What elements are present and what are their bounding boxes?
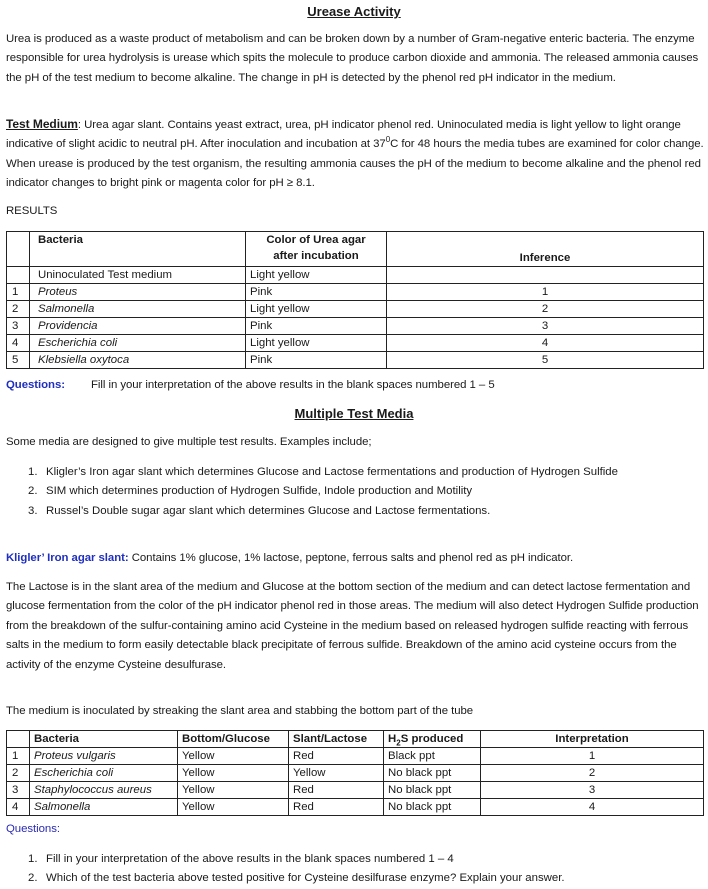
header-slant-lactose: Slant/Lactose — [289, 731, 384, 748]
row-num: 2 — [7, 765, 30, 782]
table-row — [7, 267, 704, 284]
kligler-questions-label: Questions: — [6, 823, 60, 835]
multiple-intro: Some media are designed to give multiple test results. Examples include; — [6, 436, 372, 448]
row-color: Light yellow — [246, 301, 387, 318]
table-header-row — [7, 731, 704, 748]
kligler-description: The Lactose is in the slant area of the medium and Glucose at the bottom section of the medium and can detect lactose fermentation and glucose fermentation from the color of the pH indicator phenol red in those areas. The medium will also detect Hydrogen Sulfide production from the breakdown of the sulfur-containing amino acid Cysteine in the medium based on released hydrogen sulfide reacting with ferrous salts in the medium to form easily detectable black precipitate of ferrous sulfide. Breakdown of the amino acid cysteine occurs from the activity of the enzyme Cysteine desulfurase. — [6, 581, 699, 671]
row-num: 3 — [7, 782, 30, 799]
header-num — [7, 232, 30, 267]
kligler-questions-list — [0, 850, 660, 889]
list-item — [0, 850, 660, 869]
row-interpretation: 3 — [481, 782, 704, 799]
list-item-number: 3. — [28, 504, 38, 517]
urease-questions — [6, 376, 706, 395]
list-item — [0, 463, 660, 482]
urease-results-table — [6, 231, 704, 369]
row-color: Light yellow — [246, 335, 387, 352]
row-inference: 5 — [387, 352, 704, 369]
header-bacteria: Bacteria — [30, 232, 246, 267]
row-color: Pink — [246, 284, 387, 301]
header-color-line1: Color of Urea agar — [266, 234, 366, 246]
row-interpretation: 1 — [481, 748, 704, 765]
row-inference: 1 — [387, 284, 704, 301]
kligler-results-table — [6, 730, 704, 816]
row-num: 5 — [7, 352, 30, 369]
row-color: Pink — [246, 352, 387, 369]
row-bacteria: Klebsiella oxytoca — [30, 352, 246, 369]
row-bacteria: Proteus vulgaris — [30, 748, 178, 765]
test-medium-paragraph — [6, 115, 706, 194]
row-num: 1 — [7, 284, 30, 301]
row-bottom: Yellow — [178, 748, 289, 765]
table-row — [7, 748, 704, 765]
header-inference: Inference — [387, 232, 704, 267]
row-num: 2 — [7, 301, 30, 318]
row-num — [7, 267, 30, 284]
list-item-number: 2. — [28, 485, 38, 498]
list-item — [0, 502, 660, 521]
test-medium-label: Test Medium — [6, 117, 78, 131]
row-bottom: Yellow — [178, 799, 289, 816]
table-row — [7, 799, 704, 816]
header-h2s-rest: S produced — [400, 733, 464, 745]
list-item-number: 1. — [28, 466, 38, 478]
table-row — [7, 335, 704, 352]
questions-label: Questions: — [6, 379, 65, 391]
header-bottom-glucose: Bottom/Glucose — [178, 731, 289, 748]
row-num: 4 — [7, 335, 30, 352]
table-row — [7, 301, 704, 318]
row-slant: Red — [289, 782, 384, 799]
row-bottom: Yellow — [178, 782, 289, 799]
header-interpretation: Interpretation — [481, 731, 704, 748]
list-item-text: Russel’s Double sugar agar slant which determines Glucose and Lactose fermentations. — [46, 504, 491, 517]
kligler-text: Contains 1% glucose, 1% lactose, peptone, ferrous salts and phenol red as pH indicator. — [128, 552, 574, 564]
degree-superscript: 0 — [385, 135, 391, 145]
test-medium-text-1: : Urea agar slant. Contains yeast extract, urea, pH indicator phenol red. Uninoculated media is light yellow to light orange indicative of slight acidic to neutral pH. After inoculation and incubation at 37 — [6, 119, 681, 151]
row-bacteria: Staphylococcus aureus — [30, 782, 178, 799]
row-num: 1 — [7, 748, 30, 765]
row-slant: Red — [289, 748, 384, 765]
table-row — [7, 352, 704, 369]
multiple-media-heading: Multiple Test Media — [294, 406, 414, 421]
list-item — [0, 869, 660, 888]
list-item-text: SIM which determines production of Hydrogen Sulfide, Indole production and Motility — [46, 485, 473, 498]
row-bacteria: Escherichia coli — [30, 335, 246, 352]
row-slant: Yellow — [289, 765, 384, 782]
table-row — [7, 782, 704, 799]
test-medium-text-2: C for 48 hours the media tubes are examined for color change. When urease is produced by the test organism, the resulting ammonia causes the pH of the medium to become alkaline and the phenol red indicator changes to bright pink or magenta color for pH ≥ 8.1. — [6, 138, 704, 190]
list-item-text: Which of the test bacteria above tested positive for Cysteine desilfurase enzyme? Explain your answer. — [46, 872, 565, 885]
urease-heading: Urease Activity — [307, 4, 401, 19]
row-color: Light yellow — [246, 267, 387, 284]
table-row — [7, 765, 704, 782]
header-h2s-h: H — [388, 733, 397, 745]
list-item-number: 1. — [28, 853, 38, 865]
examples-list — [0, 463, 660, 521]
header-h2s-subscript: 2 — [396, 738, 401, 748]
results-label: RESULTS — [6, 205, 58, 217]
list-item-number: 2. — [28, 872, 38, 885]
row-inference: 2 — [387, 301, 704, 318]
table-header-row — [7, 232, 704, 267]
row-inference — [387, 267, 704, 284]
row-slant: Red — [289, 799, 384, 816]
row-num: 4 — [7, 799, 30, 816]
row-h2s: No black ppt — [384, 782, 481, 799]
row-h2s: Black ppt — [384, 748, 481, 765]
row-bacteria: Salmonella — [30, 799, 178, 816]
row-bottom: Yellow — [178, 765, 289, 782]
row-h2s: No black ppt — [384, 799, 481, 816]
row-inference: 3 — [387, 318, 704, 335]
row-interpretation: 4 — [481, 799, 704, 816]
header-color-line2: after incubation — [273, 250, 359, 262]
row-color: Pink — [246, 318, 387, 335]
row-bacteria: Escherichia coli — [30, 765, 178, 782]
inoculation-text: The medium is inoculated by streaking the slant area and stabbing the bottom part of the tube — [6, 705, 474, 717]
kligler-label: Kligler’ Iron agar slant: — [6, 552, 129, 564]
list-item-text: Fill in your interpretation of the above results in the blank spaces numbered 1 – 4 — [46, 853, 454, 865]
header-bacteria: Bacteria — [30, 731, 178, 748]
questions-text: Fill in your interpretation of the above results in the blank spaces numbered 1 – 5 — [91, 379, 495, 391]
row-bacteria: Uninoculated Test medium — [30, 267, 246, 284]
list-item-text: Kligler’s Iron agar slant which determines Glucose and Lactose fermentations and production of Hydrogen Sulfide — [46, 466, 618, 478]
row-inference: 4 — [387, 335, 704, 352]
urease-intro: Urea is produced as a waste product of metabolism and can be broken down by a number of Gram-negative enteric bacteria. The enzyme responsible for urea hydrolysis is urease which spits the molecule to produce carbon dioxide and ammonia. The released ammonia causes the pH of the test medium to become alkaline. The change in pH is detected by the phenol red pH indicator in the medium. — [6, 33, 699, 84]
row-h2s: No black ppt — [384, 765, 481, 782]
kligler-paragraph — [6, 549, 706, 568]
list-item — [0, 482, 660, 501]
table-row — [7, 284, 704, 301]
row-bacteria: Proteus — [30, 284, 246, 301]
header-color — [246, 232, 387, 267]
row-interpretation: 2 — [481, 765, 704, 782]
row-bacteria: Salmonella — [30, 301, 246, 318]
row-num: 3 — [7, 318, 30, 335]
header-h2s — [384, 731, 481, 748]
table-row — [7, 318, 704, 335]
header-num — [7, 731, 30, 748]
row-bacteria: Providencia — [30, 318, 246, 335]
